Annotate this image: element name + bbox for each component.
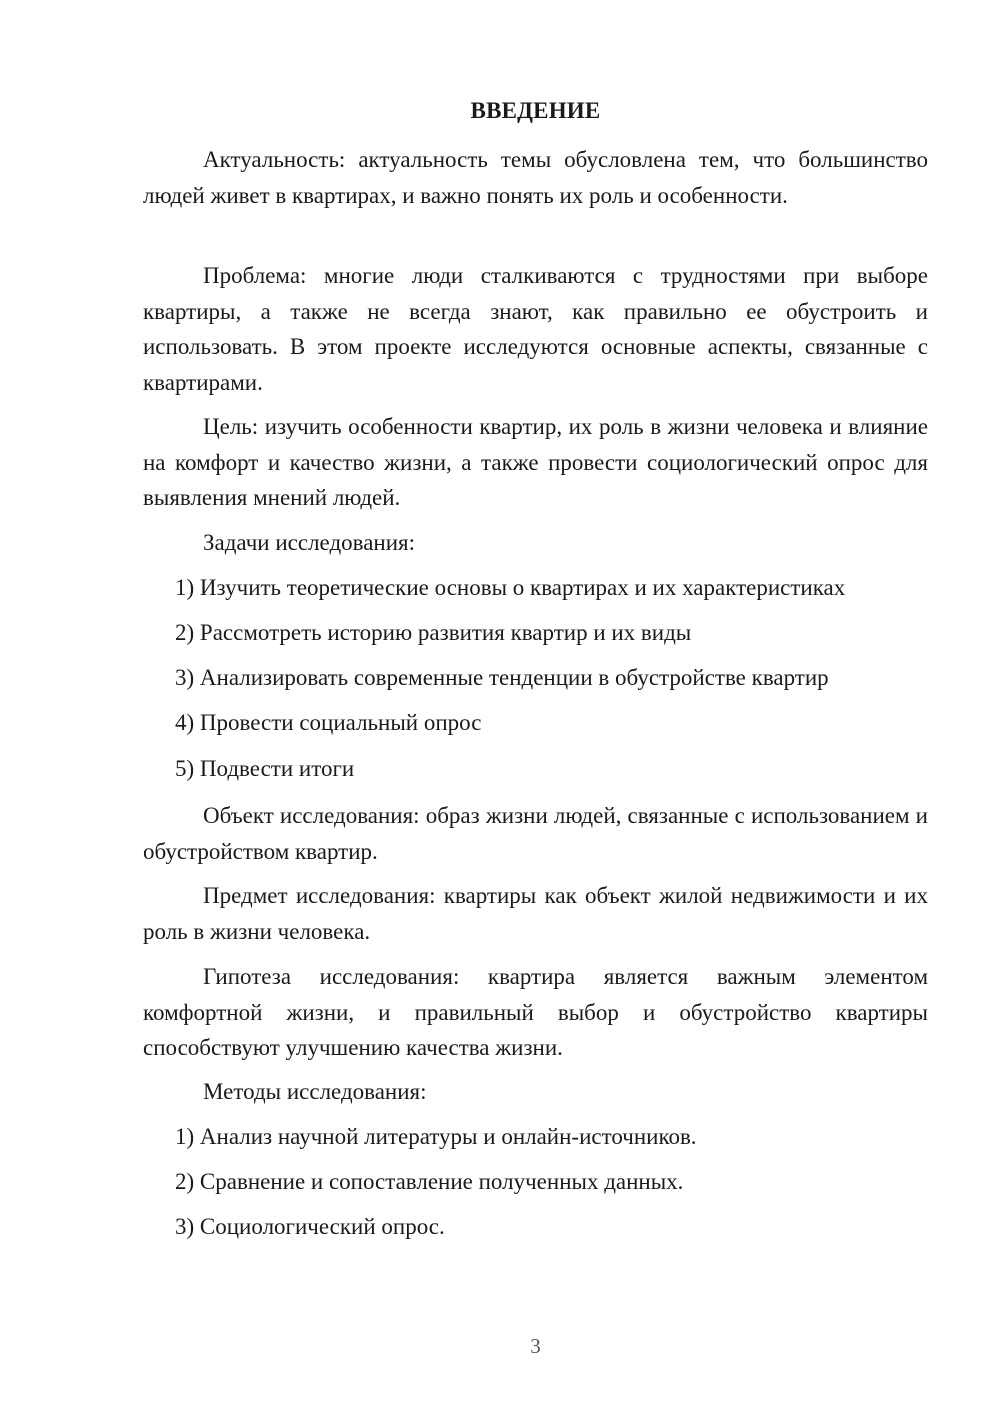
object-paragraph: Объект исследования: образ жизни людей, связанные с использованием и обустройством квартир.	[143, 803, 928, 864]
page-number: 3	[530, 1334, 541, 1358]
list-item: 5) Подвести итоги	[175, 756, 355, 781]
tasks-title: Задачи исследования:	[203, 530, 416, 555]
section-heading: ВВЕДЕНИЕ	[470, 98, 601, 123]
goal-paragraph: Цель: изучить особенности квартир, их роль в жизни человека и влияние на комфорт и качество жизни, а также провести социологический опрос для выявления мнений людей.	[143, 414, 928, 510]
list-item: 4) Провести социальный опрос	[175, 710, 482, 735]
document-page	[143, 0, 928, 1414]
list-item: 2) Сравнение и сопоставление полученных данных.	[175, 1169, 684, 1194]
list-item: 2) Рассмотреть историю развития квартир и их виды	[175, 620, 692, 645]
list-item: 3) Анализировать современные тенденции в обустройстве квартир	[175, 665, 829, 690]
list-item: 1) Изучить теоретические основы о квартирах и их характеристиках	[175, 575, 846, 600]
hypothesis-paragraph: Гипотеза исследования: квартира является важным элементом комфортной жизни, и правильный выбор и обустройство квартиры способствуют улучшению качества жизни.	[143, 964, 928, 1060]
list-item: 3) Социологический опрос.	[175, 1214, 445, 1239]
relevance-paragraph: Актуальность: актуальность темы обусловлена тем, что большинство людей живет в квартирах, и важно понять их роль и особенности.	[143, 147, 928, 208]
methods-title: Методы исследования:	[203, 1079, 427, 1104]
problem-paragraph: Проблема: многие люди сталкиваются с трудностями при выборе квартиры, а также не всегда знают, как правильно ее обустроить и использовать. В этом проекте исследуются основные аспекты, связанные с квартирами.	[143, 263, 928, 395]
list-item: 1) Анализ научной литературы и онлайн-источников.	[175, 1124, 697, 1149]
subject-paragraph: Предмет исследования: квартиры как объект жилой недвижимости и их роль в жизни человека.	[143, 883, 928, 944]
